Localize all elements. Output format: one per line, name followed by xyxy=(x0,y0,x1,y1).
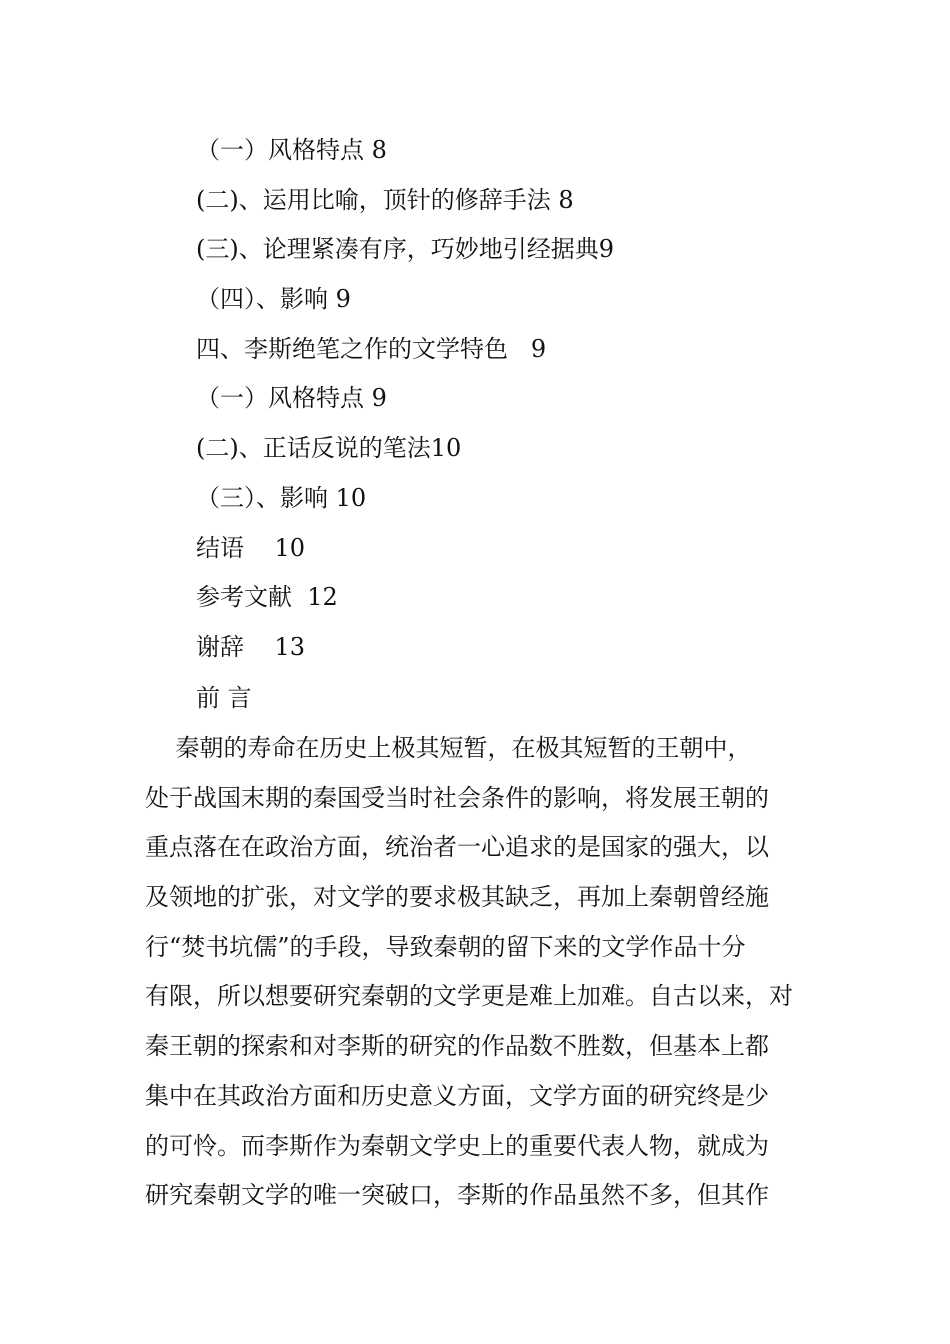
section-heading: 前 言 xyxy=(196,684,252,712)
toc-entry: 谢辞 13 xyxy=(196,632,306,661)
toc-entry: (三)、论理紧凑有序，巧妙地引经据典9 xyxy=(196,235,614,264)
paragraph-line: 秦王朝的探索和对李斯的研究的作品数不胜数，但基本上都 xyxy=(145,1032,769,1061)
body-paragraph xyxy=(145,726,807,1223)
paragraph-line: 重点落在在政治方面，统治者一心追求的是国家的强大，以 xyxy=(145,833,769,862)
paragraph-line: 集中在其政治方面和历史意义方面，文学方面的研究终是少 xyxy=(145,1081,769,1110)
paragraph-line: 研究秦朝文学的唯一突破口，李斯的作品虽然不多，但其作 xyxy=(145,1181,769,1210)
paragraph-line: 的可怜。而李斯作为秦朝文学史上的重要代表人物，就成为 xyxy=(145,1131,769,1160)
toc-entry: （四）、影响 9 xyxy=(196,285,351,314)
toc-entry: （三）、影响 10 xyxy=(196,483,367,512)
paragraph-line: 行“焚书坑儒”的手段，导致秦朝的留下来的文学作品十分 xyxy=(145,932,746,961)
toc-entry: 四、李斯绝笔之作的文学特色 9 xyxy=(196,334,547,363)
toc-entry: 结语 10 xyxy=(196,533,306,562)
paragraph-line: 处于战国末期的秦国受当时社会条件的影响，将发展王朝的 xyxy=(145,783,769,812)
paragraph-line: 有限，所以想要研究秦朝的文学更是难上加难。自古以来，对 xyxy=(145,982,793,1011)
toc-entry: (二)、正话反说的笔法10 xyxy=(196,434,462,463)
paragraph-line: 及领地的扩张，对文学的要求极其缺乏，再加上秦朝曾经施 xyxy=(145,883,769,912)
toc-entry: 参考文献 12 xyxy=(196,583,338,612)
toc-entry: （一）风格特点 8 xyxy=(196,136,387,164)
table-of-contents xyxy=(196,128,836,675)
toc-entry: （一）风格特点 9 xyxy=(196,384,387,413)
toc-entry: (二)、运用比喻，顶针的修辞手法 8 xyxy=(196,185,574,214)
paragraph-line: 秦朝的寿命在历史上极其短暂，在极其短暂的王朝中， xyxy=(145,734,752,762)
